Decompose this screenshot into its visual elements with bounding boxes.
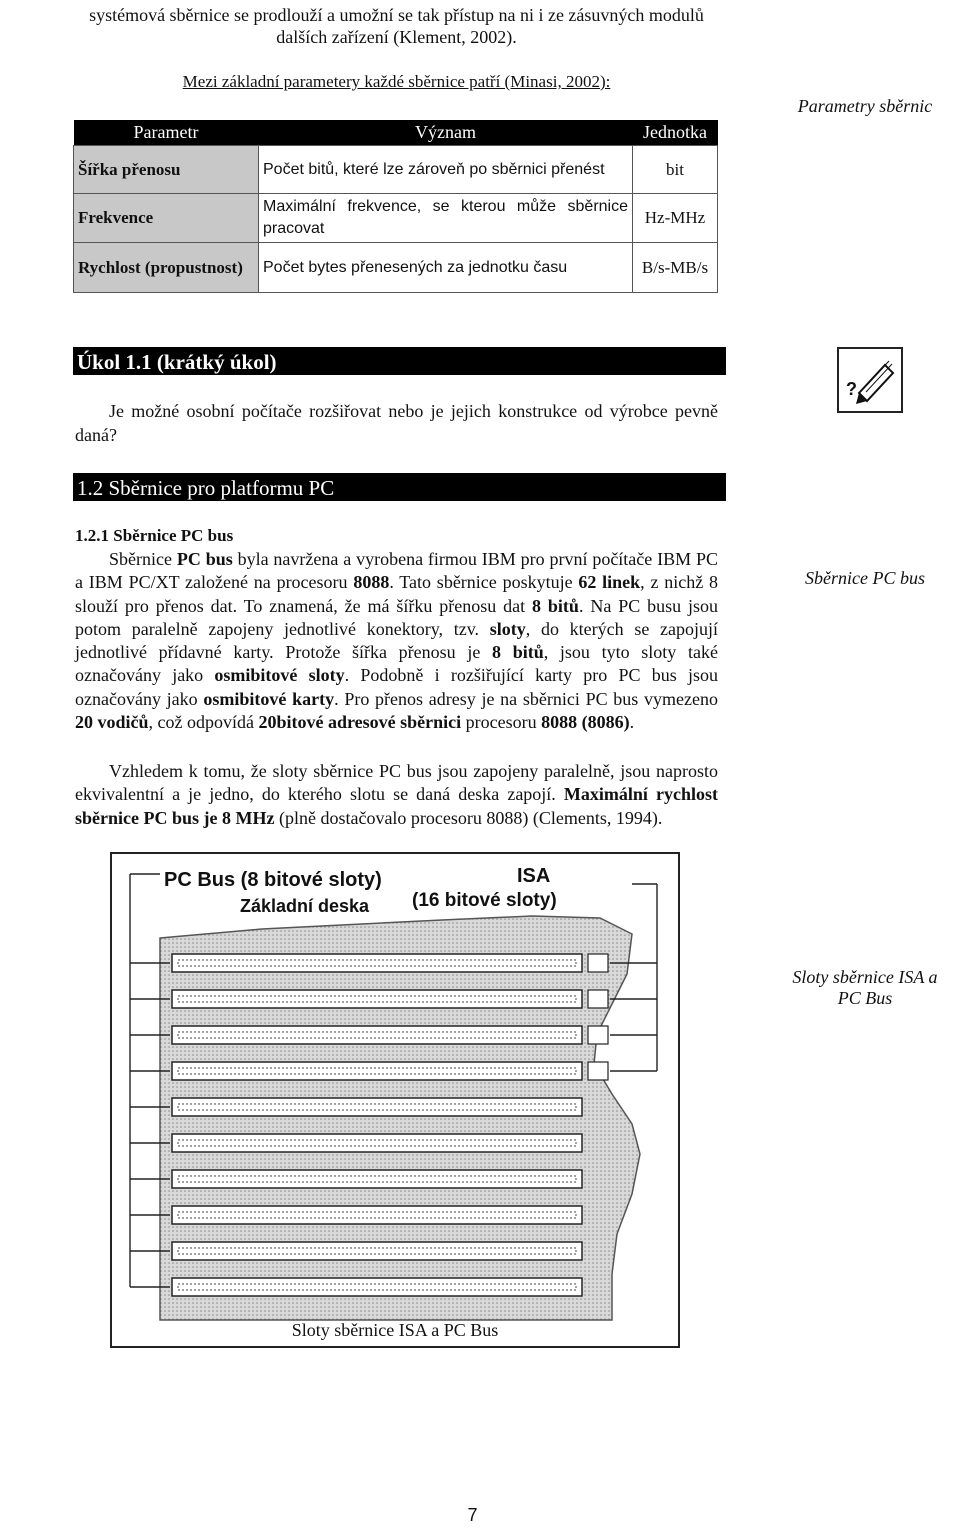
text-run: . [629,712,635,733]
param-meaning: Počet bitů, které lze zároveň po sběrnici přenést [259,146,633,194]
table-header-row [74,120,718,146]
figure-caption: Sloty sběrnice ISA a PC Bus [291,1320,499,1340]
bold-text: 62 linek [578,572,641,593]
margin-note-slots: Sloty sběrnice ISA a PC Bus [792,967,938,1008]
header-jednotka: Jednotka [633,120,718,146]
bold-text: 8 bitů [532,595,579,616]
intro-paragraph: systémová sběrnice se prodlouží a umožní se tak přístup na ni i ze zásuvných modulů dalších zařízení (Klement, 2002). [89,5,704,47]
param-unit: B/s-MB/s [633,243,718,293]
parameters-table [73,120,718,293]
table-row [74,243,718,293]
slot-connector [172,1134,582,1152]
text-run: . Na PC busu jsou potom paralelně zapojeny jednotlivé konektory, tzv. [75,595,718,639]
bold-text: 20 vodičů [75,712,149,733]
paragraph-pc-bus [75,548,718,734]
bold-text: (8086) [581,712,630,733]
svg-text:?: ? [846,379,857,399]
subsection-title: 1.2.1 Sběrnice PC bus [75,526,234,545]
margin-note-pcbus: Sběrnice PC bus [805,568,925,588]
param-name: Šířka přenosu [74,146,259,194]
text-run: byla navržena a vyrobena firmou IBM pro první počítače IBM PC a IBM PC/XT založené na procesoru [75,549,719,593]
isa-extension [588,954,608,972]
slot-connector [172,1278,582,1296]
text-run: Sběrnice [109,549,177,569]
text-run: , do kterých se zapojují jednotlivé přídavné karty. Protože šířka přenosu je [75,618,718,663]
label-isa-sub: (16 bitové sloty) [412,890,557,911]
label-board: Základní deska [240,896,370,916]
bold-text: osmibitové karty [203,688,335,709]
text-run: , z nichž 8 slouží pro přenos dat. To znamená, že má šířku přenosu dat [75,572,719,616]
margin-note-params: Parametry sběrnic [797,96,933,116]
bold-text: 8 bitů [492,642,544,663]
isa-extension [588,990,608,1008]
param-name: Frekvence [74,194,259,243]
text-run: . Tato sběrnice poskytuje [389,572,579,593]
bold-text: PC bus [176,549,233,569]
text-run: . Pro přenos adresy je na sběrnici PC bus vymezeno [334,688,718,709]
param-meaning: Počet bytes přenesených za jednotku času [259,243,633,293]
bold-text: Maximální rychlost sběrnice PC bus je 8 MHz [75,784,718,828]
task-title-bar: Úkol 1.1 (krátký úkol) [73,347,726,375]
text-run: . Podobně i rozšiřující karty pro PC bus jsou označovány jako [75,665,719,709]
label-pc-bus: PC Bus (8 bitové sloty) [164,869,382,891]
slot-connector [172,990,582,1008]
param-name: Rychlost (propustnost) [74,243,259,293]
text-run: procesoru [461,712,542,733]
label-isa: ISA [517,865,551,887]
pencil-question-icon [837,347,903,413]
bold-text: sloty [489,618,526,639]
text-run: Vzhledem k tomu, že sloty sběrnice PC bus jsou zapojeny paralelně, jsou naprosto ekvivalentní a je jedno, do kterého slotu se daná deska zapojí. [75,761,718,805]
bold-text: 8088 [541,712,578,733]
slot-connector [172,954,582,972]
isa-extension [588,1062,608,1080]
slot-connector [172,1170,582,1188]
table-lead-text: Mezi základní parametery každé sběrnice patří (Minasi, 2002): [182,72,611,91]
slot-connector [172,1206,582,1224]
page-number: 7 [467,1505,478,1525]
text-run: , což odpovídá [148,712,259,733]
slot-connector [172,1242,582,1260]
slot-connector [172,1026,582,1044]
isa-extension [588,1026,608,1044]
header-vyznam: Význam [259,120,633,146]
header-parametr: Parametr [74,120,259,146]
table-row [74,194,718,243]
bold-text: osmibitové sloty [214,665,345,686]
param-unit: Hz-MHz [633,194,718,243]
text-run: , jsou tyto sloty také označovány jako [75,642,718,686]
bold-text: 20bitové adresové sběrnici [258,712,462,733]
paragraph-equivalence [75,760,718,830]
bold-text: 8088 [353,572,390,593]
slot-connector [172,1098,582,1116]
param-unit: bit [633,146,718,194]
param-meaning: Maximální frekvence, se kterou může sběrnice pracovat [259,194,633,243]
slot-connector [172,1062,582,1080]
table-row [74,146,718,194]
task-text: Je možné osobní počítače rozšiřovat nebo je jejich konstrukce od výrobce pevně daná? [75,401,718,445]
slots-figure [110,852,680,1348]
text-run: (plně dostačovalo procesoru 8088) (Clements, 1994). [274,807,663,828]
section-title-bar: 1.2 Sběrnice pro platformu PC [73,473,726,501]
